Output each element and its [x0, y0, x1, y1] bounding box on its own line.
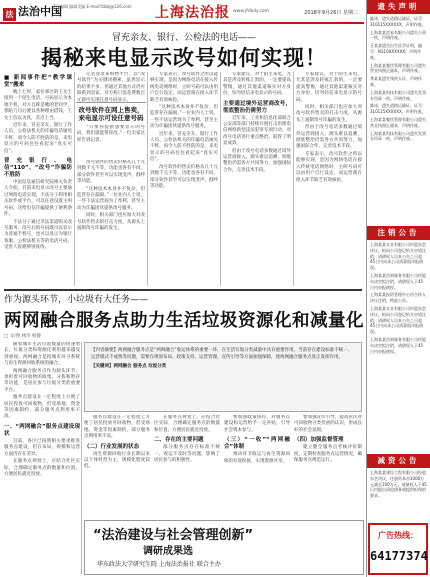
issue-date: 2018年9月26日 星期三	[304, 10, 358, 16]
cancel-notice-header: 注销公告	[367, 226, 430, 240]
keywords: 【关键词】两网融合 服务点 垃圾分类	[91, 364, 167, 369]
lead-subhead-2: 冒充银行、电信“110”、“改号”诈骗防不胜防	[4, 158, 72, 179]
lead-paragraph: 改号软件的售卖价格从几十元到数千元不等，功能也各有不同，部分软件甚至可以实现变声、群呼等功能。	[77, 160, 145, 185]
section-divider	[4, 289, 362, 291]
second-column-5	[294, 415, 362, 518]
notice-item: 陈涛，遗失道路运输证，证号：310115XXXXXX，声明作废。	[370, 16, 426, 27]
notice-item: 上海某某贸易有限公司遗失公章一枚，声明作废。	[370, 29, 426, 41]
lead-column-2	[77, 72, 145, 102]
notice-item: 上海某某建设工程有限公司经股东会决议，注册资本由1000万元减至100万元，请债权人于45日内提出清偿债务或提供担保的要求。	[370, 470, 427, 499]
notice-item: 上海某某餐饮管理有限公司遗失营业执照正副本，声明作废。	[370, 62, 426, 74]
notice-item: 上海某某实业有限公司经股东会决议，拟向公司登记机关申请注销，请债权人自本公告之日起45日内向本公司清算组申报债权。	[370, 242, 426, 271]
ad-subtitle: 调研成果选	[143, 546, 193, 557]
second-kicker: 作为源头环节，小垃圾有大任务——	[4, 295, 149, 305]
masthead	[0, 0, 364, 24]
cancel-notices	[367, 240, 430, 454]
reduce-notices	[367, 468, 430, 523]
second-subhead-4: （三）“一收”“两网融合”体制	[224, 437, 290, 451]
second-column-3	[154, 415, 220, 518]
lead-mid-subhead: 改号软件在网上售卖，来电显示可设任意号码	[78, 106, 144, 122]
notice-item: 上海某某科技有限公司遗失发票专用章一枚，声明作废。	[370, 130, 426, 142]
lead-paragraph: 专家表示，改号软件之所以能够实现，是因为网络电话在接入传统电话网络时，主叫号码可以由用户自行设定，而运营商在接入环节缺乏有效核验。	[296, 151, 362, 183]
second-column-2	[84, 415, 150, 518]
column-divider	[81, 342, 82, 574]
lead-paragraph: 但由于改号电话多数通过境外运营商接入，源头难以追溯，彻底整治仍需各方共同努力，加强国际合作，完善技术手段。	[223, 148, 291, 173]
second-headline: 两网融合服务点助力生活垃圾资源化和减量化	[4, 311, 364, 331]
editor-info: 责任编辑 编辑美编 E-mail:fzbbj@126.com	[52, 4, 132, 9]
second-paragraph: 服务点建设在一定程度上方便了居民投放可回收物，但受场地、资金等因素制约，部分服务点利用率不高。	[4, 395, 80, 420]
editor-summary-box	[84, 342, 362, 412]
second-column-4	[224, 415, 290, 518]
paper-name: 上海法治报	[155, 5, 230, 21]
lead-paragraph: 晚上七时，家住郊区的王女士接到一个陌生电话，号码显示为本地手机，对方自称是她的老同学，寒暄几句后便以各种理由借钱，王女士信以为真，差点上当。	[4, 90, 72, 121]
notice-item: 陈涛，遗失道路运输证，证号：310115XXXXXX，声明作废。	[370, 103, 426, 115]
lead-kicker: 冒充亲友、银行、公检法的电话——	[111, 33, 256, 43]
lead-subhead-1: ■ 新闻事件把“教学课堂”搬来	[4, 75, 72, 88]
column-divider	[293, 72, 294, 286]
lead-paragraph: 近年来，工业和信息化部联合公安部等部门持续开展打击治理电信网络新型违法犯罪专项行动，对改号电话进行重点整治，取得了明显成效。	[223, 115, 291, 147]
second-paragraph: 在服务点规划上，应结合社区实际，合理确定服务点的数量和位置，方便居民就近投放。	[154, 415, 220, 433]
lead-column-4	[223, 72, 291, 286]
ad-hotline-box	[368, 523, 428, 575]
editor-summary: 【内容摘要】两网融合服务点是“两网融合”收运体系的重要一环，在生活垃圾分类减量中具有重要作用。当前存在建设标准不统一、运营模式不成熟等问题，需要在规划布局、政策支持、运营管理、宣传引导等方面加强保障，使两网融合服务点真正发挥作用。	[91, 348, 353, 360]
lead-paragraph: “这种技术本身并不复杂，但监管存在漏洞。”一位业内人士说，一些不法运营商为了牟利，甚至主动为诈骗团伙提供改号服务。	[77, 186, 145, 211]
second-subhead-2: （二）行业发展的状态	[84, 443, 140, 450]
second-paragraph: 随着城市生活垃圾数量的快速增长，垃圾分类和资源化利用越来越受到重视。两网融合是指城市环卫系统与再生资源回收系统的融合。	[4, 342, 80, 367]
lead-column-3	[150, 72, 218, 286]
lead-paragraph: 但由于改号电话多数通过境外运营商接入，源头难以追溯，彻底整治仍需各方共同努力，加强国际合作，完善技术手段。	[296, 125, 362, 150]
lead-paragraph: “这种技术本身并不复杂，但监管存在漏洞。”一位业内人士说，一些不法运营商为了牟利，甚至主动为诈骗团伙提供改号服务。	[150, 105, 218, 130]
notice-item: 李某某遗失残疾人证，声明作废。	[370, 76, 422, 87]
newspaper-logo-icon: 法	[3, 8, 16, 21]
second-paragraph: 要加强政策扶持，对服务点建设和运营给予一定补贴，引导社会资本参与。	[224, 415, 290, 433]
ad-hotline-label: 广告热线：	[378, 531, 418, 540]
lead-paragraph: 同时，相关部门也应加大对改号软件售卖的打击力度，从源头上遏制改号诈骗的发生。	[77, 213, 145, 232]
lead-mid-subhead-box	[76, 102, 146, 157]
lead-paragraph: 专家表示，改号软件之所以能够实现，是因为网络电话在接入传统电话网络时，主叫号码可以由用户自行设定，而运营商在接入环节缺乏有效核验。	[150, 72, 218, 103]
advertisement-box	[84, 520, 364, 575]
second-column-1	[4, 342, 80, 574]
lead-paragraph: 记者登录某购物平台，以“改号软件”为关键词搜索，虽然显示的结果不多，但通过其他方式仍可联系到卖家，对方称只需花费数百元即可实现任意号码显示。	[77, 72, 145, 102]
lost-notices	[367, 14, 430, 226]
notice-item: 上海某某咨询服务有限公司经股东决定拟注销，请债权人于45日内申报债权。	[370, 272, 426, 290]
notice-item: 上海某某餐饮管理有限公司遗失营业执照正副本，声明作废。	[370, 116, 426, 128]
second-paragraph: 部分服务点存在标准不统一、收运不及时等问题，影响了居民参与的积极性。	[154, 445, 220, 464]
lead-headline: 揭秘来电显示改号如何实现！	[41, 46, 327, 70]
lost-notice-header: 遗失声明	[367, 0, 430, 14]
second-paragraph: 推动环卫收运与再生资源回收的有效衔接，实现资源共享。	[224, 452, 290, 464]
lead-paragraph: 改号软件的售卖价格从几十元到数千元不等，功能也各有不同，部分软件甚至可以实现变声、群呼等功能。	[150, 164, 218, 189]
second-byline: □ 文/图 林洋 杨静	[4, 334, 42, 339]
notice-item: 上海某某科技有限公司遗失发票专用章一枚，声明作废。	[370, 89, 426, 101]
notices-rail	[366, 0, 430, 577]
lead-paragraph: 中国信息通信研究院相关负责人介绍，目前来电显示改号主要通过网络电话实现，不法分子利用相关软件或平台，可以任意设置主叫号码，这给电信诈骗提供了便利条件。	[4, 180, 72, 218]
second-subhead-5: （四）加强监督管理	[294, 437, 344, 444]
column-divider	[74, 72, 75, 286]
lead-paragraph: 不法分子通过非法渠道购买改号服务，改号后的号码既可以显示为普通手机号，也可以显示为银行客服、公检法机关等的电话号码，受害人很难辨别真伪。	[4, 219, 72, 251]
lead-paragraph: 专家建议，对于陌生来电，尤其是涉及转账汇款的，一定要提高警惕，通过其他渠道核实对方身份，切勿轻信来电显示的号码。	[223, 72, 291, 97]
lead-subhead-3: 主要通过境外运营商改号，彻底整治仍需努力	[223, 100, 291, 114]
section-title: 法 法治中国	[3, 3, 62, 21]
ad-hotline-number: 64177374	[370, 549, 428, 563]
ad-organizers: 华东政法大学研究生院 上海法治报社 联合主办	[97, 561, 221, 568]
lead-column-2b	[77, 160, 145, 286]
second-paragraph: 服务点建设在一定程度上方便了居民投放可回收物，但受场地、资金等因素制约，部分服务点利用率不高。	[84, 415, 150, 440]
lead-paragraph: 近年来，冒充亲友、银行工作人员、公检法机关的诈骗电话屡见不鲜，而令人防不胜防的是，来电显示的号码往往看起来“真实可信”。	[4, 123, 72, 154]
reduce-notice-header: 减资公告	[367, 454, 430, 468]
notice-item: 上海某某投资管理中心经合伙人决议注销，特此公告。	[370, 292, 426, 304]
lead-column-1	[4, 72, 72, 286]
second-paragraph: 两网融合服务点作为源头环节，承担着可回收物的收集、分拣和暂存等功能，是居民参与垃圾分类的重要平台。	[4, 368, 80, 393]
second-paragraph: 在服务点规划上，应结合社区实际，合理确定服务点的数量和位置，方便居民就近投放。	[4, 459, 80, 477]
column-divider	[147, 72, 148, 286]
notice-item: 王某某遗失出生医学证明，编号：N310XXXXXX，声明作废。	[370, 43, 422, 60]
lead-paragraph: 近年来，冒充亲友、银行工作人员、公检法机关的诈骗电话屡见不鲜，而令人防不胜防的是，来电显示的号码往往看起来“真实可信”。	[150, 131, 218, 163]
notice-item: 上海某某咨询服务有限公司经股东决定拟注销，请债权人于45日内申报债权。	[370, 336, 426, 354]
column-divider	[220, 72, 221, 286]
lead-paragraph: 同时，相关部门也应加大对改号软件售卖的打击力度，从源头上遏制改号诈骗的发生。	[296, 105, 362, 123]
second-paragraph: 再生资源回收行业长期以来以个体经营为主，规模化程度较低。	[84, 451, 150, 470]
second-subhead-3: 二、存在的主要问题	[154, 437, 204, 444]
second-paragraph: 建立健全服务点考核评价制度，定期检查服务点运营情况，确保服务点规范运行。	[294, 445, 362, 464]
second-subhead-1: 一、“两网融合”服务点建设现状	[4, 423, 80, 437]
lead-column-5	[296, 72, 362, 286]
lead-paragraph: 专家建议，对于陌生来电，尤其是涉及转账汇款的，一定要提高警惕，通过其他渠道核实对方身份，切勿轻信来电显示的号码。	[296, 72, 362, 103]
ad-title: “法治建设与社会管理创新”	[93, 528, 254, 543]
second-paragraph: 要加强宣传引导，提高居民对可回收物分类投放的认识，形成良好的社会氛围。	[294, 415, 362, 433]
second-paragraph: 目前，各区已按照相关要求推进服务点建设，但在布局、规模和运营方面仍存在差异。	[4, 438, 80, 457]
notice-item: 上海某某实业有限公司经股东会决议，拟向公司登记机关申请注销，请债权人自本公告之日起45日内向本公司清算组申报债权。	[370, 305, 426, 335]
website: www.jfdaily.com	[233, 9, 270, 14]
lead-paragraph: “只要你提供想要显示的号码，我们就能帮你改。”一位卖家这样告诉记者。	[77, 125, 145, 143]
